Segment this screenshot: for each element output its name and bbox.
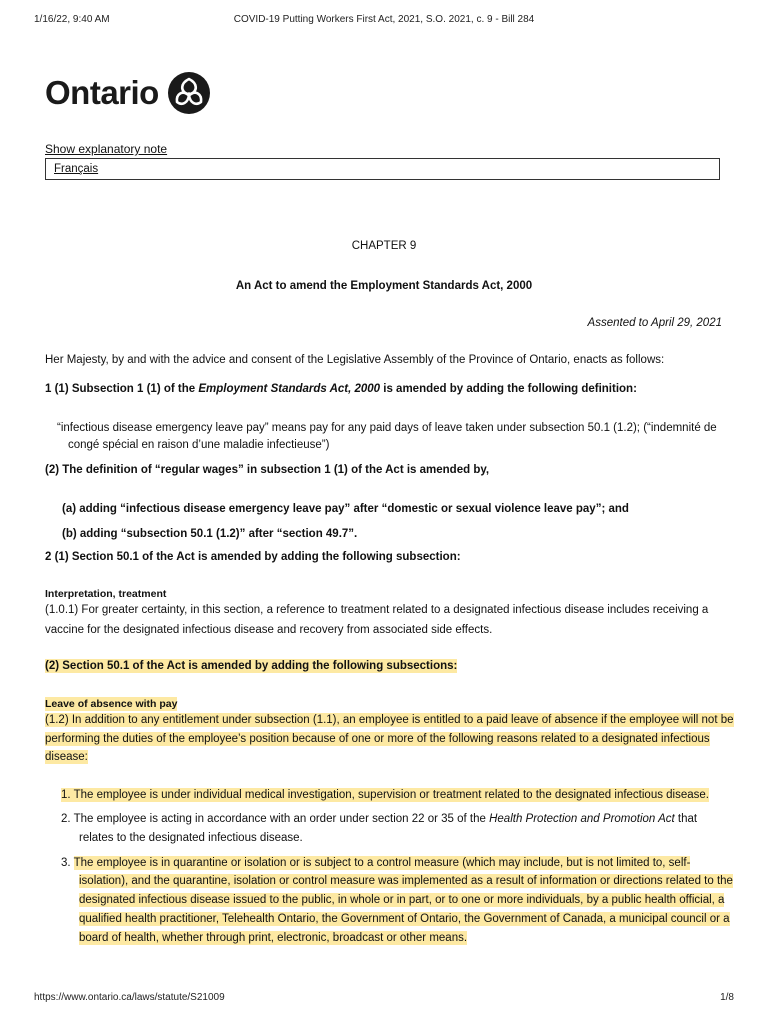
clause-b: (b) adding “subsection 50.1 (1.2)” after “section 49.7”. bbox=[62, 528, 358, 540]
list-item-3: 3. The employee is in quarantine or isolation or is subject to a control measure (which may include, but is not limited to, self- bbox=[61, 857, 691, 869]
list-item-1: 1. The employee is under individual medical investigation, supervision or treatment related to the designated infectious disease. bbox=[61, 789, 709, 801]
print-url: https://www.ontario.ca/laws/statute/S21009 bbox=[34, 992, 225, 1003]
interpretation-line-2: vaccine for the designated infectious disease and recovery from associated side effects. bbox=[45, 624, 493, 636]
act-name: Employment Standards Act, 2000 bbox=[198, 383, 381, 395]
enacting-clause: Her Majesty, by and with the advice and consent of the Legislative Assembly of the Province of Ontario, enacts as follows: bbox=[45, 354, 665, 366]
print-datetime: 1/16/22, 9:40 AM bbox=[34, 14, 110, 25]
chapter-heading: CHAPTER 9 bbox=[351, 240, 417, 252]
print-header bbox=[34, 14, 734, 30]
leave-heading: Leave of absence with pay bbox=[45, 698, 178, 710]
show-explanatory-note-link[interactable]: Show explanatory note bbox=[45, 142, 168, 156]
leave-line-2: performing the duties of the employee’s position because of one or more of the following reasons related to a designated infectious bbox=[45, 733, 710, 745]
print-document-title: COVID-19 Putting Workers First Act, 2021, S.O. 2021, c. 9 - Bill 284 bbox=[233, 14, 535, 25]
ontario-logo[interactable] bbox=[45, 68, 211, 118]
act-name: Health Protection and Promotion Act bbox=[489, 813, 675, 825]
assented-date: Assented to April 29, 2021 bbox=[587, 317, 722, 329]
list-item-2-line-2: relates to the designated infectious disease. bbox=[79, 832, 303, 844]
francais-link[interactable]: Français bbox=[54, 163, 99, 175]
definition-line-1: “infectious disease emergency leave pay” means pay for any paid days of leave taken under subsection 50.1 (1.2); (“indemnité de bbox=[57, 422, 717, 434]
logo-wordmark: Ontario bbox=[45, 74, 159, 111]
print-footer bbox=[34, 992, 734, 1006]
interpretation-line-1: (1.0.1) For greater certainty, in this section, a reference to treatment related to a designated infectious disease includes receiving a bbox=[45, 604, 709, 616]
section-2-2: (2) Section 50.1 of the Act is amended by adding the following subsections: bbox=[45, 660, 458, 672]
interpretation-heading: Interpretation, treatment bbox=[45, 588, 167, 600]
leave-line-3: disease: bbox=[45, 751, 88, 763]
list-item-2: 2. The employee is acting in accordance with an order under section 22 or 35 of the Health Protection and Promotion Act that bbox=[61, 813, 698, 825]
leave-line-1: (1.2) In addition to any entitlement under subsection (1.1), an employee is entitled to a paid leave of absence if the employee will not be bbox=[45, 714, 734, 726]
section-1-1: 1 (1) Subsection 1 (1) of the Employment Standards Act, 2000 is amended by adding the following definition: bbox=[45, 383, 637, 395]
list-item-3-line-5: board of health, whether through print, electronic, broadcast or other means. bbox=[79, 932, 468, 944]
clause-a: (a) adding “infectious disease emergency leave pay” after “domestic or sexual violence leave pay”; and bbox=[62, 503, 629, 515]
page-number: 1/8 bbox=[720, 992, 734, 1003]
definition-line-2: congé spécial en raison d’une maladie infectieuse”) bbox=[68, 439, 330, 451]
language-bar bbox=[45, 158, 720, 180]
trillium-icon bbox=[167, 71, 211, 115]
section-1-2: (2) The definition of “regular wages” in subsection 1 (1) of the Act is amended by, bbox=[45, 464, 490, 476]
list-item-3-line-3: designated infectious disease issued to the public, in whole or in part, or to one or more individuals, by a public health official, a bbox=[79, 894, 725, 906]
act-title: An Act to amend the Employment Standards Act, 2000 bbox=[235, 280, 533, 292]
list-item-3-line-4: qualified health practitioner, Telehealth Ontario, the Government of Ontario, the Government of Canada, a municipal council or a bbox=[79, 913, 730, 925]
list-item-3-line-2: isolation), and the quarantine, isolation or control measure was implemented as a result of information or directions related to the bbox=[79, 875, 733, 887]
section-2-1: 2 (1) Section 50.1 of the Act is amended by adding the following subsection: bbox=[45, 551, 461, 563]
